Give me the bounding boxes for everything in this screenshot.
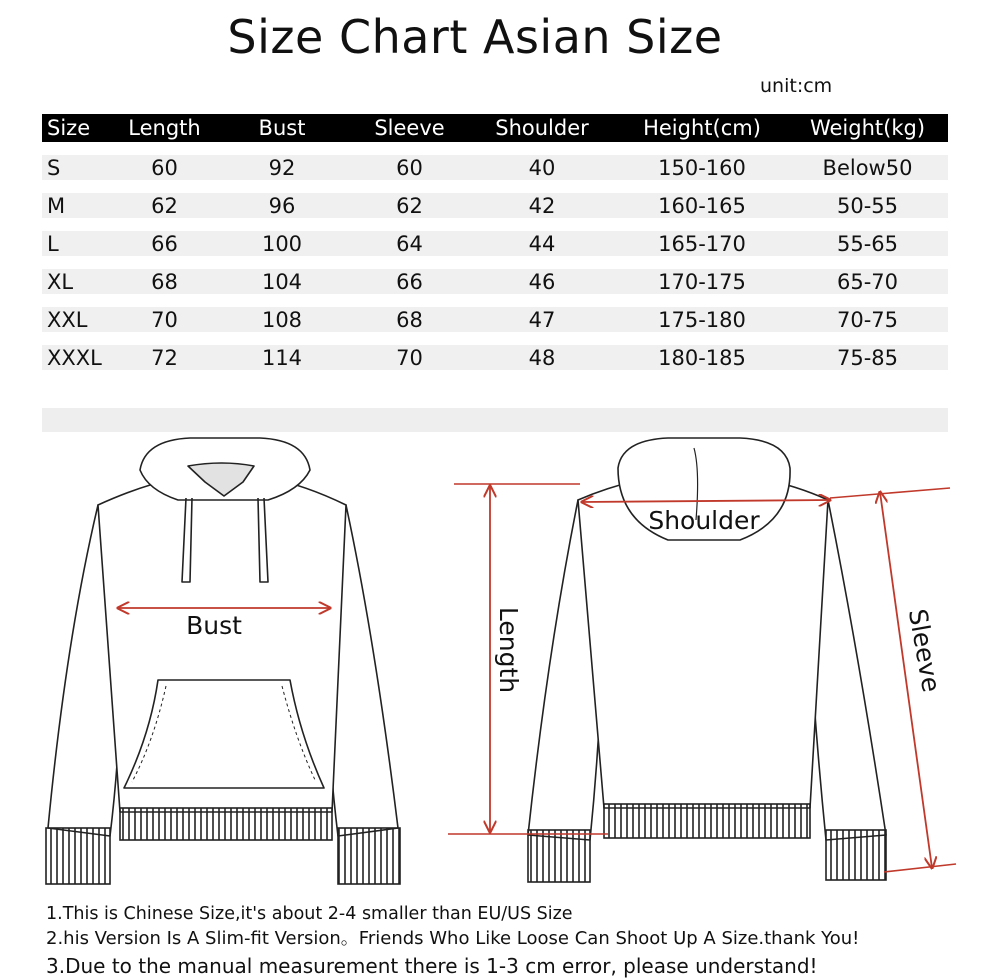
header-shoulder: Shoulder — [467, 114, 617, 142]
header-bust: Bust — [212, 114, 352, 142]
cell-size: L — [42, 231, 117, 256]
cell-sleeve: 66 — [352, 269, 467, 294]
bust-label: Bust — [186, 611, 242, 640]
back-left-cuff — [528, 830, 590, 882]
cell-bust: 108 — [212, 307, 352, 332]
cell-height: 175-180 — [617, 307, 787, 332]
cell-bust: 104 — [212, 269, 352, 294]
cell-weight: Below50 — [787, 155, 948, 180]
cell-sleeve: 60 — [352, 155, 467, 180]
cell-bust: 114 — [212, 345, 352, 370]
sleeve-top-guide — [830, 488, 950, 498]
cell-size: M — [42, 193, 117, 218]
cell-shoulder: 40 — [467, 155, 617, 180]
cell-bust: 96 — [212, 193, 352, 218]
cell-weight: 65-70 — [787, 269, 948, 294]
cell-bust: 100 — [212, 231, 352, 256]
header-weight: Weight(kg) — [787, 114, 948, 142]
cell-size: S — [42, 155, 117, 180]
cell-bust: 92 — [212, 155, 352, 180]
cell-sleeve: 70 — [352, 345, 467, 370]
cell-sleeve: 64 — [352, 231, 467, 256]
cell-size: XXL — [42, 307, 117, 332]
cell-length: 60 — [117, 155, 212, 180]
header-height: Height(cm) — [617, 114, 787, 142]
front-right-cuff — [338, 828, 400, 884]
cell-height: 165-170 — [617, 231, 787, 256]
unit-label: unit:cm — [760, 75, 833, 97]
front-hem-rib — [120, 808, 332, 840]
cell-size: XXXL — [42, 345, 117, 370]
note-3: 3.Due to the manual measurement there is 1-3 cm error, please understand! — [46, 954, 818, 978]
page-title: Size Chart Asian Size — [227, 10, 723, 64]
cell-length: 72 — [117, 345, 212, 370]
back-right-cuff — [826, 830, 886, 880]
cell-weight: 50-55 — [787, 193, 948, 218]
cell-size: XL — [42, 269, 117, 294]
sleeve-bottom-guide — [884, 864, 956, 872]
cell-shoulder: 47 — [467, 307, 617, 332]
cell-shoulder: 48 — [467, 345, 617, 370]
cell-sleeve: 62 — [352, 193, 467, 218]
header-length: Length — [117, 114, 212, 142]
back-hem-rib — [604, 804, 810, 838]
cell-length: 62 — [117, 193, 212, 218]
note-1: 1.This is Chinese Size,it's about 2-4 smaller than EU/US Size — [46, 904, 573, 924]
cell-length: 66 — [117, 231, 212, 256]
cell-sleeve: 68 — [352, 307, 467, 332]
note-2: 2.his Version Is A Slim-fit Version。Friends Who Like Loose Can Shoot Up A Size.thank You! — [46, 928, 860, 949]
shoulder-label: Shoulder — [648, 506, 760, 535]
cell-weight: 55-65 — [787, 231, 948, 256]
sleeve-label: Sleeve — [902, 606, 946, 695]
cell-weight: 70-75 — [787, 307, 948, 332]
cell-height: 170-175 — [617, 269, 787, 294]
header-size: Size — [42, 114, 117, 142]
cell-shoulder: 46 — [467, 269, 617, 294]
front-left-cuff — [46, 828, 110, 884]
cell-length: 68 — [117, 269, 212, 294]
cell-height: 160-165 — [617, 193, 787, 218]
cell-height: 150-160 — [617, 155, 787, 180]
cell-shoulder: 44 — [467, 231, 617, 256]
cell-weight: 75-85 — [787, 345, 948, 370]
cell-length: 70 — [117, 307, 212, 332]
header-sleeve: Sleeve — [352, 114, 467, 142]
notes — [46, 902, 859, 980]
cell-shoulder: 42 — [467, 193, 617, 218]
cell-height: 180-185 — [617, 345, 787, 370]
length-label: Length — [494, 606, 523, 694]
